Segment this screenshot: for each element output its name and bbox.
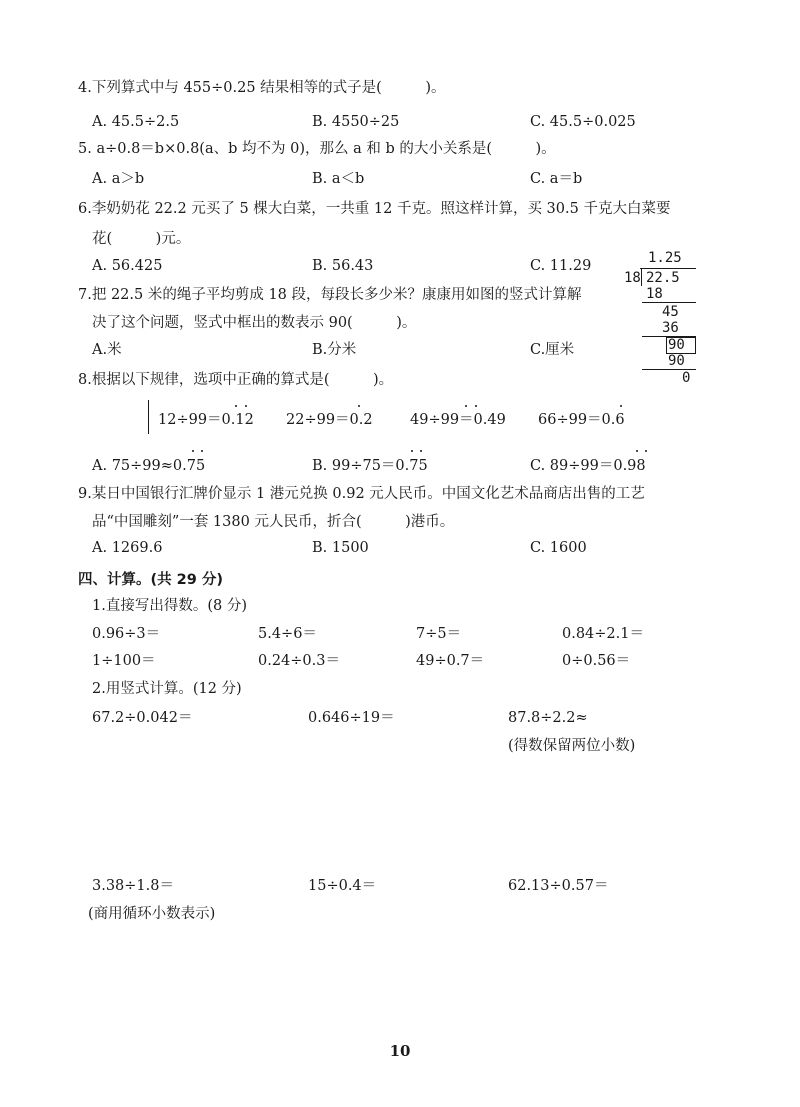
q7-option-a: A.米 bbox=[92, 342, 122, 358]
q5-option-b: B. a＜b bbox=[312, 171, 365, 187]
q5-stem: 5. a÷0.8＝b×0.8(a、b 均不为 0)，那么 a 和 b 的大小关系是( )。 bbox=[78, 141, 556, 157]
repeat-dot bbox=[620, 405, 622, 407]
q6-option-a: A. 56.425 bbox=[92, 258, 163, 274]
q9-stem-line1: 9.某日中国银行汇牌价显示 1 港元兑换 0.92 元人民币。中国文化艺术品商店出售的工艺 bbox=[78, 486, 645, 502]
division-step1: 18 bbox=[646, 286, 663, 302]
q6-option-b: B. 56.43 bbox=[312, 258, 374, 274]
q9-option-a: A. 1269.6 bbox=[92, 540, 163, 556]
q8-pattern-1: 12÷99＝0.12 bbox=[158, 412, 254, 428]
vertical-calc-5: 15÷0.4＝ bbox=[308, 878, 377, 894]
part-2-title: 2.用竖式计算。(12 分) bbox=[92, 681, 242, 697]
vertical-calc-3-note: (得数保留两位小数) bbox=[508, 738, 636, 754]
oral-calc-6: 0.24÷0.3＝ bbox=[258, 653, 340, 669]
repeat-dot bbox=[475, 405, 477, 407]
vertical-calc-6: 62.13÷0.57＝ bbox=[508, 878, 609, 894]
q4-option-a: A. 45.5÷2.5 bbox=[92, 114, 180, 130]
q7-stem-line1: 7.把 22.5 米的绳子平均剪成 18 段，每段长多少米？康康用如图的竖式计算解 bbox=[78, 287, 582, 303]
q5-option-a: A. a＞b bbox=[92, 171, 145, 187]
repeat-dot bbox=[358, 405, 360, 407]
vertical-calc-4: 3.38÷1.8＝ bbox=[92, 878, 174, 894]
repeat-dot bbox=[245, 405, 247, 407]
vertical-calc-1: 67.2÷0.042＝ bbox=[92, 710, 193, 726]
division-step2: 45 bbox=[662, 304, 679, 320]
oral-calc-4: 0.84÷2.1＝ bbox=[562, 626, 644, 642]
division-quotient: 1.25 bbox=[648, 250, 682, 266]
oral-calc-1: 0.96÷3＝ bbox=[92, 626, 161, 642]
page-number: 10 bbox=[389, 1042, 411, 1060]
q8-option-c: C. 89÷99＝0.98 bbox=[530, 458, 646, 474]
division-divisor: 18 bbox=[624, 270, 641, 286]
q6-stem-line2: 花( )元。 bbox=[92, 231, 191, 247]
repeat-dot bbox=[645, 450, 647, 452]
q7-option-c: C.厘米 bbox=[530, 342, 575, 358]
repeat-dot bbox=[465, 405, 467, 407]
division-remainder: 0 bbox=[682, 370, 691, 386]
q8-pattern-2: 22÷99＝0.2 bbox=[286, 412, 373, 428]
division-bracket bbox=[641, 268, 642, 286]
q8-pattern-4: 66÷99＝0.6 bbox=[538, 412, 625, 428]
q6-stem-line1: 6.李奶奶花 22.2 元买了 5 棵大白菜，一共重 12 千克。照这样计算，买 30.5 千克大白菜要 bbox=[78, 201, 671, 217]
vertical-calc-3: 87.8÷2.2≈ bbox=[508, 710, 588, 726]
division-dividend: 22.5 bbox=[646, 270, 680, 286]
repeat-dot bbox=[192, 450, 194, 452]
q4-stem: 4.下列算式中与 455÷0.25 结果相等的式子是( )。 bbox=[78, 80, 446, 96]
division-top-line bbox=[640, 268, 696, 269]
q9-stem-line2: 品“中国雕刻”一套 1380 元人民币，折合( )港币。 bbox=[92, 514, 455, 530]
q8-pattern-bar bbox=[148, 400, 149, 434]
vertical-calc-2: 0.646÷19＝ bbox=[308, 710, 395, 726]
division-step5: 90 bbox=[668, 353, 685, 369]
section-4-title: 四、计算。(共 29 分) bbox=[78, 572, 224, 588]
oral-calc-7: 49÷0.7＝ bbox=[416, 653, 485, 669]
oral-calc-2: 5.4÷6＝ bbox=[258, 626, 317, 642]
q4-option-c: C. 45.5÷0.025 bbox=[530, 114, 636, 130]
oral-calc-8: 0÷0.56＝ bbox=[562, 653, 631, 669]
q8-stem: 8.根据以下规律，选项中正确的算式是( )。 bbox=[78, 372, 394, 388]
q6-option-c: C. 11.29 bbox=[530, 258, 592, 274]
q8-pattern-3: 49÷99＝0.49 bbox=[410, 412, 506, 428]
division-step4: 90 bbox=[668, 337, 685, 353]
q7-stem-line2: 决了这个问题，竖式中框出的数表示 90( )。 bbox=[92, 315, 417, 331]
repeat-dot bbox=[420, 450, 422, 452]
q8-option-a: A. 75÷99≈0.75 bbox=[92, 458, 206, 474]
q8-option-b: B. 99÷75＝0.75 bbox=[312, 458, 428, 474]
oral-calc-5: 1÷100＝ bbox=[92, 653, 156, 669]
q9-option-c: C. 1600 bbox=[530, 540, 587, 556]
repeat-dot bbox=[411, 450, 413, 452]
division-line1 bbox=[642, 302, 696, 303]
q9-option-b: B. 1500 bbox=[312, 540, 369, 556]
oral-calc-3: 7÷5＝ bbox=[416, 626, 462, 642]
part-1-title: 1.直接写出得数。(8 分) bbox=[92, 598, 247, 614]
q7-option-b: B.分米 bbox=[312, 342, 357, 358]
q4-option-b: B. 4550÷25 bbox=[312, 114, 400, 130]
division-step3: 36 bbox=[662, 320, 679, 336]
repeat-dot bbox=[235, 405, 237, 407]
vertical-calc-4-note: (商用循环小数表示) bbox=[88, 906, 216, 922]
repeat-dot bbox=[201, 450, 203, 452]
repeat-dot bbox=[636, 450, 638, 452]
q5-option-c: C. a＝b bbox=[530, 171, 583, 187]
